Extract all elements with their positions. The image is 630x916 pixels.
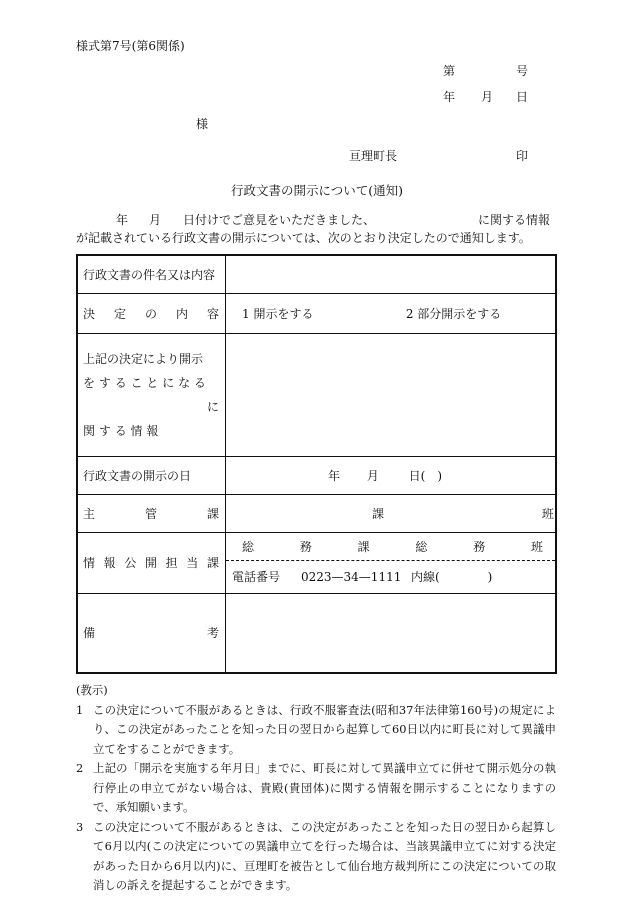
label-disclosure-office xyxy=(77,532,226,593)
intro-month: 月 xyxy=(149,213,162,227)
label-char: 備 xyxy=(83,626,96,641)
disclosure-day: 日( ) xyxy=(408,468,443,483)
disclosure-year: 年 xyxy=(328,468,341,483)
document-number-suffix: 号 xyxy=(516,64,529,78)
sender-name: 亘理町長 xyxy=(349,149,398,163)
label-char: 考 xyxy=(206,626,219,641)
label-char: 報 xyxy=(103,556,116,570)
label-char: る xyxy=(114,423,127,438)
phone-number: 0223—34—1111 xyxy=(301,569,402,584)
option-full-disclosure: 1 開示をする xyxy=(242,306,314,321)
label-char: 管 xyxy=(144,506,157,521)
label-char: に xyxy=(162,375,175,390)
option-partial-disclosure: 2 部分開示をする xyxy=(405,306,502,321)
managing-section: 課 xyxy=(372,506,385,521)
date-year: 年 xyxy=(443,90,456,104)
note-item: 1 この決定について不服があるときは、行政不服審査法(昭和37年法律第160号)の規定により、この決定があったことを知った日の翌日から起算して60日以内に町長に対して異議申立てをすることができます。 xyxy=(76,702,556,756)
label-char: 開 xyxy=(144,556,157,570)
row-document-subject xyxy=(77,255,556,293)
row-disclosure-date xyxy=(77,456,556,494)
label-char: 主 xyxy=(83,506,96,521)
phone-extension: 内線( ) xyxy=(411,570,493,584)
disclosure-table xyxy=(76,254,557,674)
label-char: す xyxy=(98,375,111,390)
label-char: こ xyxy=(130,375,143,390)
label-char: 当 xyxy=(186,556,199,570)
row-disclosed-info xyxy=(77,333,556,456)
document-number-prefix: 第 xyxy=(443,64,456,78)
note-item: 2 上記の「開示を実施する年月日」までに、町長に対して異議申立てに併せて開示処分の執行停止の申立てがない場合は、貴殿(貴団体)に関する情報を開示することになりますので、承知願います。 xyxy=(76,761,556,814)
intro-year: 年 xyxy=(116,213,129,227)
value-managing-division xyxy=(226,494,557,532)
addressee-suffix: 様 xyxy=(196,117,209,131)
label-remarks xyxy=(77,593,226,673)
date-month: 月 xyxy=(481,90,494,104)
label-char: 報 xyxy=(146,423,159,438)
label-disclosure-date: 行政文書の開示の日 xyxy=(77,456,226,494)
label-char: な xyxy=(178,375,191,390)
value-disclosure-office xyxy=(226,532,557,593)
row-managing-division xyxy=(77,494,556,532)
value-document-subject xyxy=(226,255,557,293)
label-char: 関 xyxy=(83,423,96,438)
form-number: 様式第7号(第6関係) xyxy=(76,39,185,53)
label-char: 課 xyxy=(206,556,219,570)
label-char: 担 xyxy=(165,556,178,570)
office-department: 総 務 課 総 務 班 xyxy=(226,533,555,561)
label-char: 内 xyxy=(175,306,188,321)
label-char: 容 xyxy=(206,306,219,321)
note-item: 3 この決定について不服があるときは、この決定があったことを知った日の翌日から起算して6月以内(この決定についての異議申立てを行った場合は、当該異議申立てに対する決定があった日から6月以内)に、亘理町を被告として仙台地方裁判所にこの決定についての取消しの訴えを提起することができます。 xyxy=(76,819,556,892)
office-phone xyxy=(226,561,555,593)
value-disclosed-info xyxy=(226,333,557,456)
notes-heading: (教示) xyxy=(76,683,108,697)
disclosure-month: 月 xyxy=(366,468,379,483)
intro-line-2: が記載されている行政文書の開示については、次のとおり決定したので通知します。 xyxy=(76,231,531,245)
intro-date-text: 日付けでご意見をいただきました、 xyxy=(183,213,376,227)
row-disclosure-office xyxy=(77,532,556,593)
document-title: 行政文書の開示について(通知) xyxy=(231,183,404,198)
label-char: る xyxy=(114,375,127,390)
value-disclosure-date xyxy=(226,456,557,494)
value-decision-content xyxy=(226,293,557,333)
value-remarks xyxy=(226,593,557,673)
label-char: 公 xyxy=(124,556,137,570)
label-char: る xyxy=(193,375,206,390)
label-char: 情 xyxy=(83,556,96,570)
label-char: と xyxy=(146,375,159,390)
date-day: 日 xyxy=(516,90,529,104)
managing-team: 班 xyxy=(541,506,554,521)
seal-mark: 印 xyxy=(516,149,529,163)
label-char: 情 xyxy=(130,423,143,438)
label-char: の xyxy=(144,306,157,321)
label-managing-division xyxy=(77,494,226,532)
label-decision-content xyxy=(77,293,226,333)
label-char: 課 xyxy=(206,506,219,521)
phone-label: 電話番号 xyxy=(232,570,281,584)
label-char: 定 xyxy=(113,306,126,321)
label-disclosed-info: 上記の決定により開示 を す る こ と に な る に 関 す る 情 報 xyxy=(77,333,226,456)
label-char: を xyxy=(83,375,96,390)
label-char: す xyxy=(98,423,111,438)
row-remarks xyxy=(77,593,556,673)
intro-regarding: に関する情報 xyxy=(478,213,551,227)
label-document-subject: 行政文書の件名又は内容 xyxy=(77,255,226,293)
label-char: 決 xyxy=(83,306,96,321)
row-decision-content xyxy=(77,293,556,333)
instruction-notes xyxy=(76,681,556,896)
